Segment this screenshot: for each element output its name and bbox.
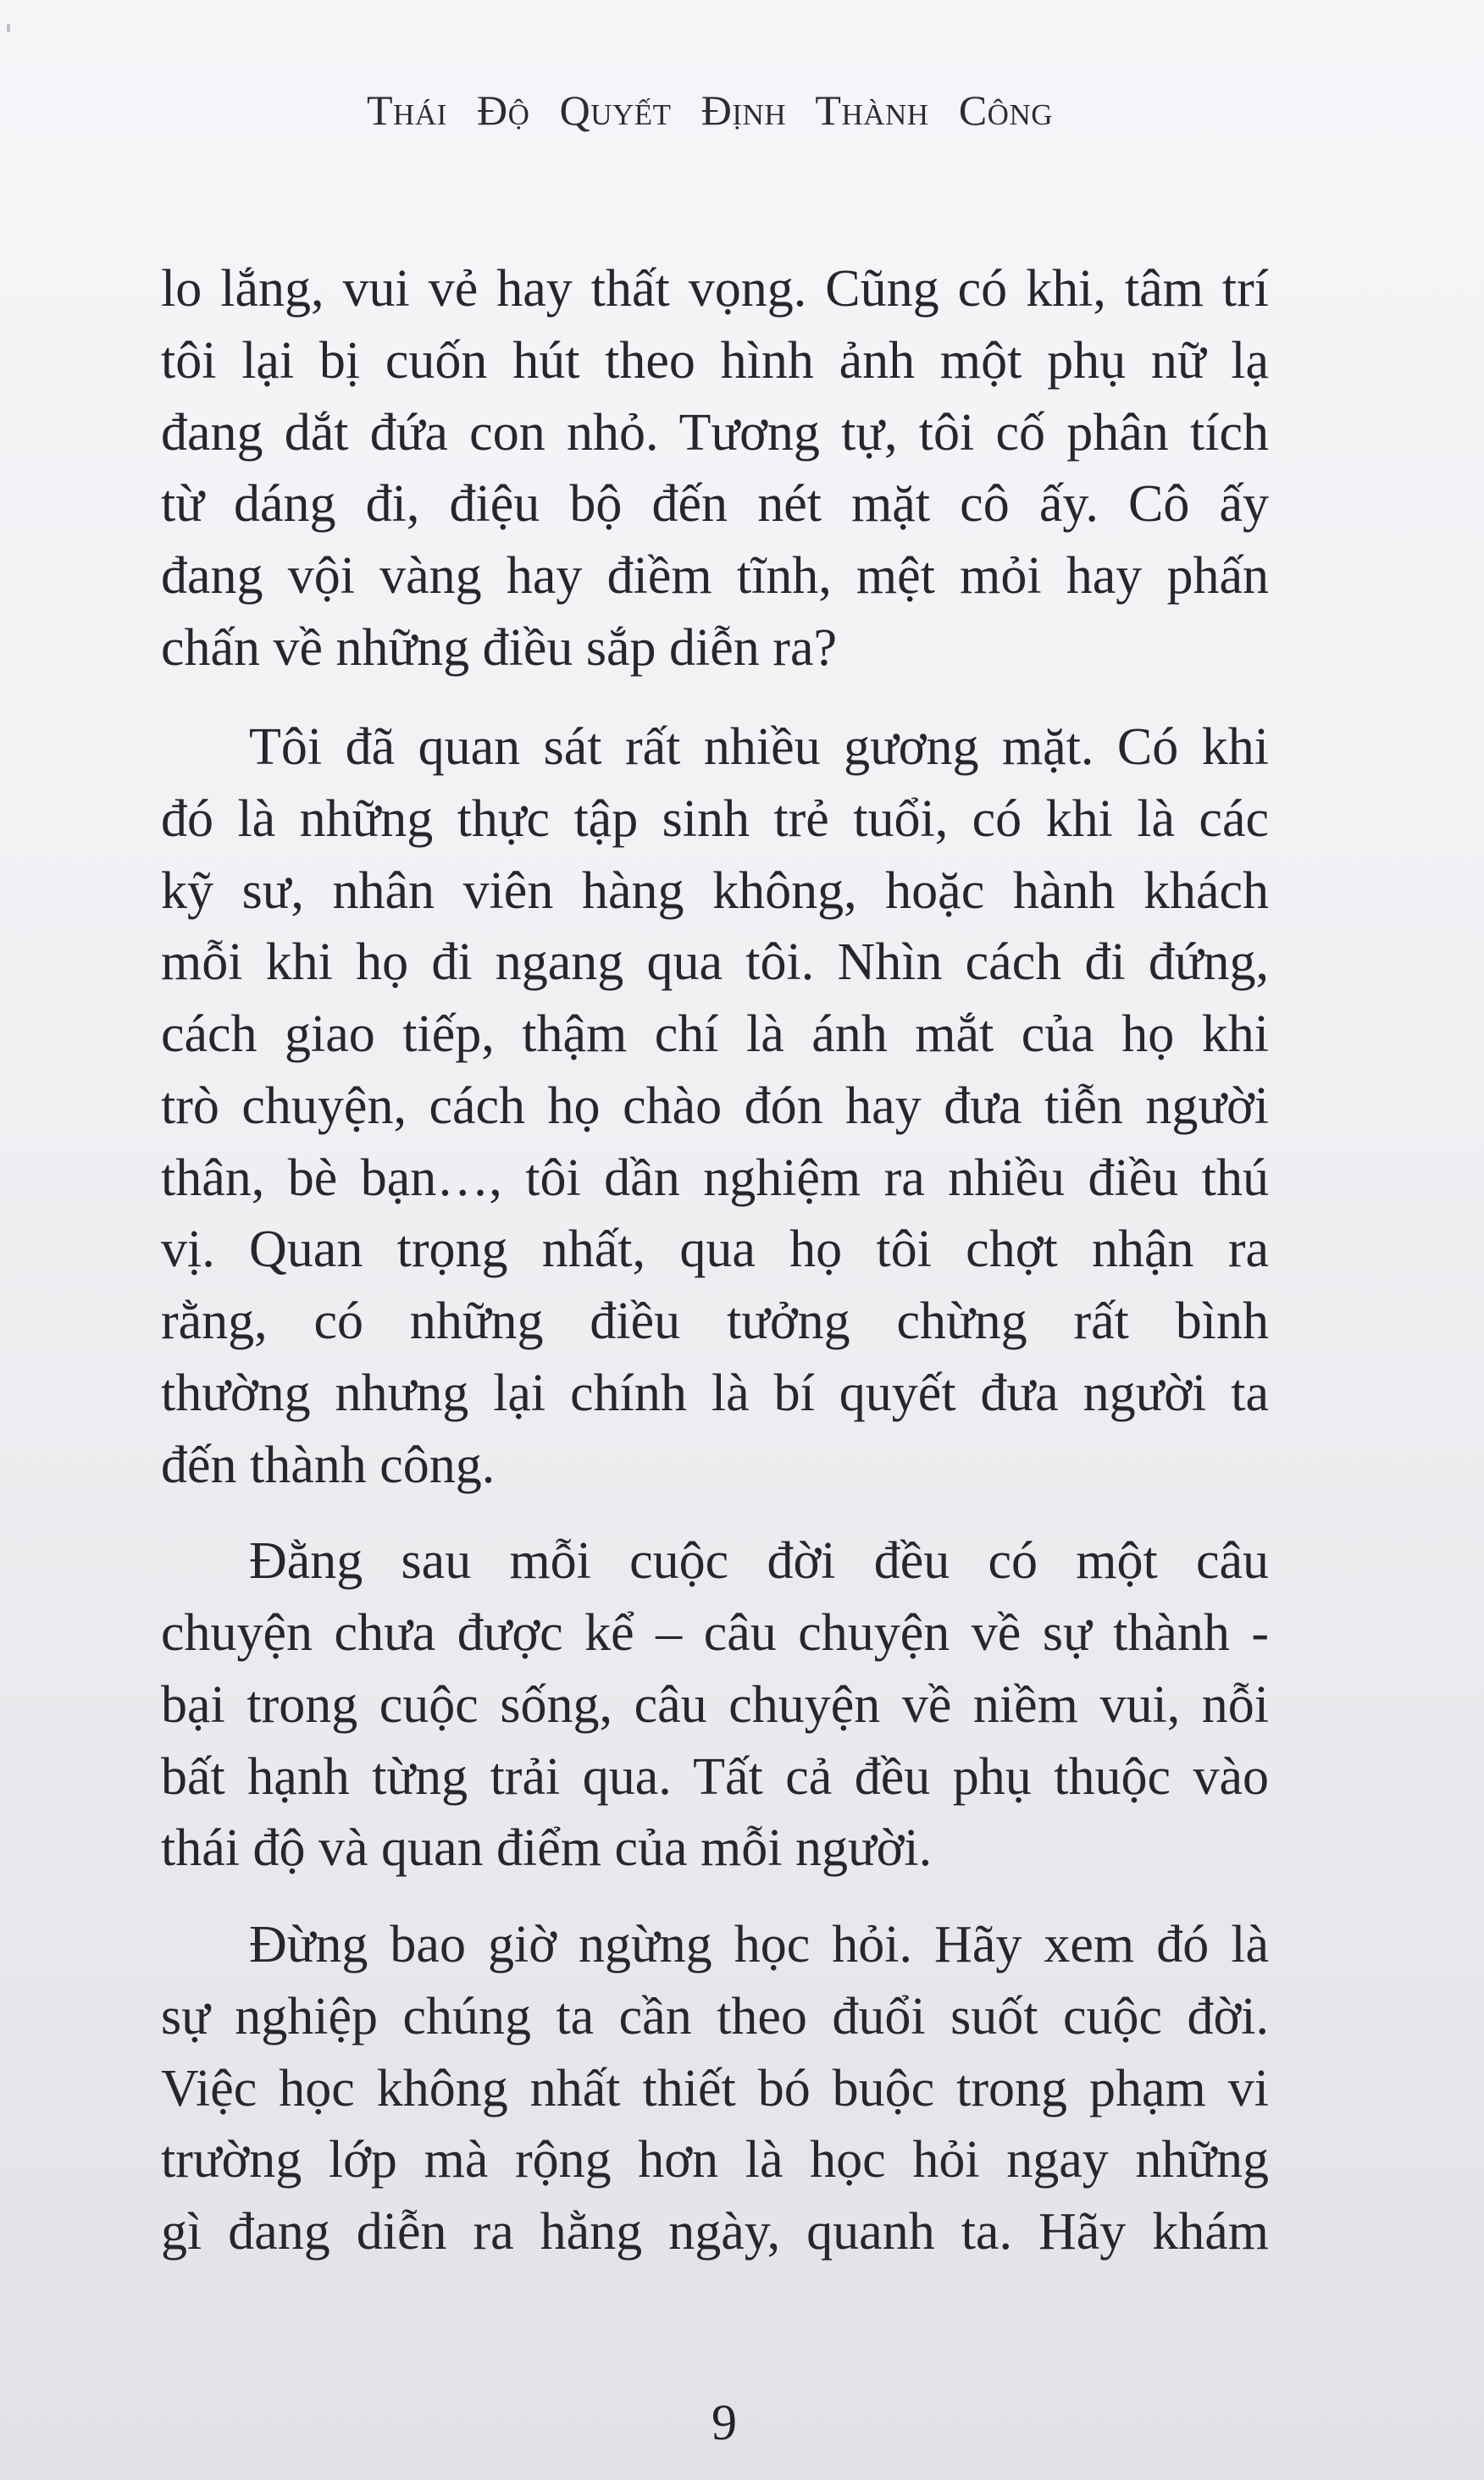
text-line: đó là những thực tập sinh trẻ tuổi, có khi là các [161,790,1269,848]
text-line: thái độ và quan điểm của mỗi người. [161,1819,933,1877]
text-line: đang vội vàng hay điềm tĩnh, mệt mỏi hay phấn [161,547,1269,605]
text-line: trường lớp mà rộng hơn là học hỏi ngay những [161,2131,1269,2189]
text-line: mỗi khi họ đi ngang qua tôi. Nhìn cách đi đứng, [161,933,1269,991]
running-head: Thái Độ Quyết Định Thành Công [367,86,1053,134]
text-line: vị. Quan trọng nhất, qua họ tôi chợt nhận ra [161,1221,1269,1278]
text-line: kỹ sư, nhân viên hàng không, hoặc hành khách [161,862,1269,920]
text-line: bại trong cuộc sống, câu chuyện về niềm vui, nỗi [161,1676,1269,1734]
text-line: gì đang diễn ra hằng ngày, quanh ta. Hãy khám [161,2203,1269,2261]
text-line: thường nhưng lại chính là bí quyết đưa người ta [161,1365,1269,1422]
text-line: thân, bè bạn…, tôi dần nghiệm ra nhiều điều thú [161,1149,1269,1207]
text-line: tôi lại bị cuốn hút theo hình ảnh một phụ nữ lạ [161,332,1269,390]
text-line: từ dáng đi, điệu bộ đến nét mặt cô ấy. Cô ấy [161,475,1269,533]
text-line: bất hạnh từng trải qua. Tất cả đều phụ thuộc vào [161,1748,1269,1806]
text-line: chuyện chưa được kể – câu chuyện về sự thành - [161,1604,1269,1662]
text-line: Đằng sau mỗi cuộc đời đều có một câu [249,1532,1269,1590]
text-line: đang dắt đứa con nhỏ. Tương tự, tôi cố phân tích [161,404,1269,462]
text-line: sự nghiệp chúng ta cần theo đuổi suốt cuộc đời. [161,1988,1269,2045]
text-line: Đừng bao giờ ngừng học hỏi. Hãy xem đó là [249,1916,1269,1973]
text-line: trò chuyện, cách họ chào đón hay đưa tiễn người [161,1077,1269,1135]
text-line: rằng, có những điều tưởng chừng rất bình [161,1293,1269,1350]
page-number: 9 [712,2394,737,2450]
text-line: lo lắng, vui vẻ hay thất vọng. Cũng có khi, tâm trí [161,260,1269,318]
text-line: cách giao tiếp, thậm chí là ánh mắt của họ khi [161,1005,1269,1063]
text-line: Tôi đã quan sát rất nhiều gương mặt. Có khi [249,718,1269,776]
text-line: đến thành công. [161,1437,496,1494]
scan-speck [7,24,10,32]
text-line: chấn về những điều sắp diễn ra? [161,619,837,677]
text-line: Việc học không nhất thiết bó buộc trong phạm vi [161,2060,1269,2117]
